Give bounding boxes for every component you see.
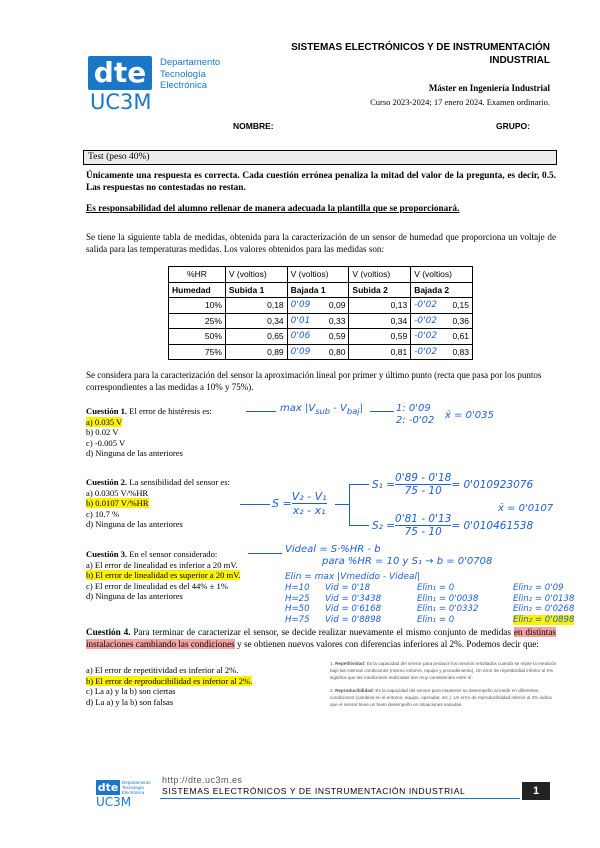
branch-line xyxy=(349,484,369,485)
title-line: INDUSTRIAL xyxy=(489,55,550,66)
cell-value xyxy=(411,329,473,345)
table-row xyxy=(169,313,473,329)
cell-value: 0,18 xyxy=(225,298,287,314)
fraction xyxy=(292,490,327,517)
cell-text: 0,61 xyxy=(452,331,469,342)
logo-uc3m: UC3M xyxy=(96,795,132,809)
cell-hr: 25% xyxy=(169,313,226,329)
dept-mini xyxy=(122,780,151,795)
table-header: Subida 1 xyxy=(225,282,287,298)
numerator: V₂ - V₁ xyxy=(291,490,327,503)
test-bar: Test (peso 40%) xyxy=(83,150,557,165)
cell-value xyxy=(287,344,349,360)
note-line: 2: -0'02 xyxy=(396,415,435,426)
cell-value: 0,81 xyxy=(349,344,411,360)
dept-line: Departamento xyxy=(122,780,151,785)
sensitivity-formula xyxy=(272,490,327,517)
note-term: Repetitividad: xyxy=(335,661,366,666)
diff-note: -0'02 xyxy=(414,315,438,326)
arrow-line xyxy=(240,504,270,505)
numerator: 0'81 - 0'13 xyxy=(395,513,452,525)
question-3 xyxy=(86,549,286,602)
note-part: | xyxy=(359,403,363,414)
formula-part: S₁ = xyxy=(372,478,396,491)
note-text: Es la capacidad del sensor para mantener su desempeño al medir en diferentes condiciones (cambios en el entorno, equipo, operador, etc.). Un error de reproducibilidad inferior al 2% indica que el sensor tiene un buen desempeño en situaciones variadas. xyxy=(330,688,552,707)
cell-value xyxy=(411,298,473,314)
table-header: Bajada 1 xyxy=(287,282,349,298)
question-stem xyxy=(86,477,276,488)
footer-rule xyxy=(160,798,520,799)
cell-value: 0,34 xyxy=(225,313,287,329)
side-notes xyxy=(330,660,558,708)
s1-calc xyxy=(372,472,533,497)
question-4 xyxy=(86,627,556,650)
note-part: baj xyxy=(346,406,360,416)
question-number: Cuestión 2. xyxy=(86,477,128,487)
branch-line xyxy=(335,504,349,505)
option-b[interactable] xyxy=(86,676,296,687)
question-1 xyxy=(86,406,276,459)
formula-part: S = xyxy=(272,497,292,510)
option-c[interactable]: c) El error de linealidad es del 44% ± 1% xyxy=(86,580,228,591)
cell-text: 0,36 xyxy=(452,315,469,326)
b-calc: para %HR = 10 y S₁ → b = 0'0708 xyxy=(322,556,493,567)
option-a[interactable] xyxy=(86,417,276,428)
option-d[interactable]: d) La a) y la b) son falsas xyxy=(86,696,174,707)
cell-text: 0,83 xyxy=(452,346,469,357)
hysteresis-values xyxy=(396,403,434,427)
arrow-line xyxy=(246,411,276,412)
note-term: Reproducibilidad: xyxy=(335,688,375,693)
option-c[interactable]: c) -0.005 V xyxy=(86,437,126,448)
s2-calc xyxy=(372,513,533,538)
table-header: Subida 2 xyxy=(349,282,411,298)
header-logo xyxy=(88,56,156,114)
fraction xyxy=(395,513,451,538)
option-b[interactable]: b) 0.02 V xyxy=(86,427,119,437)
videal-formula: Videal = S·%HR - b xyxy=(285,544,381,555)
formula-result: = 0'010461538 xyxy=(451,519,534,532)
cell-value: 0,59 xyxy=(349,329,411,345)
diff-note: -0'02 xyxy=(414,331,438,342)
note-text: Es la capacidad del sensor para producir los mismos resultados cuando se repite la medición bajo las mismas condiciones (mismo entorno, equipo y procedimiento). Un error de repetitividad inferior al 2% significa que las mediciones realizadas son muy consistentes entre sí. xyxy=(330,661,557,680)
side-note: 2. Reproducibilidad: Es la capacidad del sensor para mantener su desempeño al medir en diferentes condiciones (cambios en el entorno, equipo, operador, etc.). Un error de reproducibilidad inferior al 2% indica que el sensor tiene un buen desempeño en situaciones variadas. xyxy=(330,688,552,707)
elin-h: H=10 xyxy=(285,583,310,593)
logo-uc3m: UC3M xyxy=(90,90,152,114)
option-text: a) 0.035 V xyxy=(86,416,123,427)
option-text: b) El error de linealidad es superior a 20 mV. xyxy=(86,570,241,580)
table-header-row xyxy=(169,267,473,283)
option-c[interactable]: c) La a) y la b) son ciertas xyxy=(86,686,176,696)
option-a[interactable]: a) 0.0305 V/%HR xyxy=(86,487,149,498)
note-part: max |V xyxy=(280,403,316,414)
arrow-line xyxy=(370,411,394,412)
cell-value xyxy=(411,344,473,360)
hysteresis-note xyxy=(280,403,363,416)
measurements-table xyxy=(168,266,473,360)
branch-line xyxy=(349,484,350,525)
group-label: GRUPO: xyxy=(496,121,530,131)
note-line: 1: 0'09 xyxy=(396,403,431,414)
elin-row xyxy=(285,604,574,615)
option-d[interactable]: d) Ninguna de las anteriores xyxy=(86,591,183,601)
logo-mark: dte xyxy=(97,781,119,794)
diff-note: -0'02 xyxy=(414,346,438,357)
cell-hr: 50% xyxy=(169,329,226,345)
elin-v: Vid = 0'3438 xyxy=(325,593,382,604)
table-header: V (voltios) xyxy=(411,267,473,283)
option-b[interactable] xyxy=(86,570,286,581)
cell-hr: 75% xyxy=(169,344,226,360)
cell-text: 0,15 xyxy=(452,300,469,311)
question-text: y se obtienen nuevos valores con diferencias inferiores al 2%. Podemos decir que: xyxy=(234,638,539,649)
table-header: %HR xyxy=(169,267,226,283)
question-number: Cuestión 3. xyxy=(86,549,128,559)
question-text: Para terminar de caracterizar el sensor, se decide realizar nuevamente el mismo conjunto de medidas xyxy=(130,627,514,637)
diff-note: 0'09 xyxy=(290,346,311,357)
table-header: Bajada 2 xyxy=(411,282,473,298)
elin-e1: Elin₁ = 0 xyxy=(417,583,455,593)
elin-e2: Elin₂ = 0'09 xyxy=(513,583,564,593)
footer-logo xyxy=(96,780,156,820)
elin-e2: Elin₂ = 0'0138 xyxy=(513,593,575,604)
question-highlight: en distintas instalaciones cambiando las condiciones xyxy=(86,627,556,649)
cell-text: 0,59 xyxy=(328,331,346,342)
name-label: NOMBRE: xyxy=(233,121,274,131)
footer-url[interactable]: http://dte.uc3m.es xyxy=(162,775,243,785)
fraction xyxy=(395,472,451,497)
denominator: 75 - 10 xyxy=(404,526,442,538)
note-part: sub xyxy=(315,406,331,416)
formula-result: = 0'010923076 xyxy=(451,478,534,491)
dept-line: Electrónica xyxy=(160,80,207,91)
cell-value xyxy=(287,298,349,314)
elin-row xyxy=(285,583,574,594)
cell-hr: 10% xyxy=(169,298,226,314)
note-part: - V xyxy=(330,403,347,414)
dept-line: Departamento xyxy=(160,57,221,68)
table-header: Humedad xyxy=(169,282,226,298)
dept-line: Electrónica xyxy=(122,790,145,795)
table-header-row xyxy=(169,282,473,298)
cell-value: 0,34 xyxy=(349,313,411,329)
option-text: b) 0.0107 V/%HR xyxy=(86,498,149,508)
table-row xyxy=(169,298,473,314)
elin-e2: Elin₂ = 0'0268 xyxy=(513,604,575,614)
title-line: SISTEMAS ELECTRÓNICOS Y DE INSTRUMENTACIÓN xyxy=(291,42,550,53)
diff-note: 0'09 xyxy=(290,300,311,311)
elin-h: H=25 xyxy=(285,593,310,604)
table-header: V (voltios) xyxy=(349,267,411,283)
cell-value: 0,65 xyxy=(225,329,287,345)
page-number: 1 xyxy=(522,782,550,800)
hysteresis-avg: x̄ = 0'035 xyxy=(445,410,494,421)
cell-value xyxy=(287,313,349,329)
table-header: V (voltios) xyxy=(287,267,349,283)
master-title: Máster en Ingeniería Industrial xyxy=(428,83,550,93)
elin-e1: Elin₁ = 0'0332 xyxy=(417,604,479,614)
elin-e2: Elin₂ = 0'0898 xyxy=(513,614,575,625)
side-note: 1. Repetitividad: Es la capacidad del sensor para producir los mismos resultados cuando se repite la medición bajo las mismas condiciones (mismo entorno, equipo y procedimiento). Un error de repetitividad inferior al 2% significa que las mediciones realizadas son muy consistentes entre sí. xyxy=(330,661,557,680)
sensitivity-avg: x̄ = 0'0107 xyxy=(498,503,554,514)
cell-text: 0,80 xyxy=(328,346,346,357)
cell-value: 0,89 xyxy=(225,344,287,360)
numerator: 0'89 - 0'18 xyxy=(395,472,452,484)
dept-name xyxy=(160,57,220,92)
question-stem xyxy=(86,549,286,560)
denominator: x₂ - x₁ xyxy=(292,504,326,517)
table-row xyxy=(169,329,473,345)
option-a[interactable]: a) El error de linealidad es inferior a 20 mV. xyxy=(86,559,238,570)
footer-title: SISTEMAS ELECTRÓNICOS Y DE INSTRUMENTACIÓN INDUSTRIAL xyxy=(162,786,466,796)
option-d[interactable]: d) Ninguna de las anteriores xyxy=(86,448,183,458)
arrow-line xyxy=(248,553,282,554)
elin-v: Vid = 0'18 xyxy=(325,583,371,593)
approx-intro: Se considera para la caracterización del sensor la aproximación lineal por primer y último punto (recta que pasa por los puntos correspondientes a las medidas a 10% y 75%). xyxy=(86,370,542,392)
elin-row xyxy=(285,615,574,626)
question-text: El error de histéresis es: xyxy=(127,406,212,416)
cell-text: 0,09 xyxy=(328,300,346,311)
option-a[interactable]: a) El error de repetitividad es inferior al 2%. xyxy=(86,665,239,675)
question-number: Cuestión 4. xyxy=(86,627,131,637)
table-row xyxy=(169,344,473,360)
question-text: La sensibilidad del sensor es: xyxy=(127,477,230,487)
diff-note: -0'02 xyxy=(414,300,438,311)
dept-line: Tecnología xyxy=(122,785,144,790)
option-c[interactable]: c) 10.7 % xyxy=(86,508,120,519)
question-number: Cuestión 1. xyxy=(86,406,128,416)
elin-formula: Elin = max |Vmedido - Videal| xyxy=(285,572,420,582)
instructions-note: Es responsabilidad del alumno rellenar de manera adecuada la plantilla que se proporcionará. xyxy=(86,204,460,214)
elin-h: H=50 xyxy=(285,604,310,614)
cell-value xyxy=(287,329,349,345)
cell-value xyxy=(411,313,473,329)
question-text: En el sensor considerado: xyxy=(127,549,218,559)
dept-line: Tecnología xyxy=(160,68,206,80)
table-intro: Se tiene la siguiente tabla de medidas, obtenida para la caracterización de un sensor de humedad que proporciona un voltaje de salida para las temperaturas medidas. Los valores obtenidos para las medidas son: xyxy=(86,232,556,254)
formula-part: S₂ = xyxy=(372,519,396,532)
diff-note: 0'01 xyxy=(290,315,311,326)
cell-text: 0,33 xyxy=(328,315,346,326)
course-line: Curso 2023-2024; 17 enero 2024. Examen ordinario. xyxy=(370,97,550,107)
denominator: 75 - 10 xyxy=(404,485,442,497)
elin-h: H=75 xyxy=(285,614,310,625)
table-header: V (voltios) xyxy=(225,267,287,283)
elin-e1: Elin₁ = 0 xyxy=(417,614,455,625)
diff-note: 0'06 xyxy=(290,331,311,342)
instructions: Únicamente una respuesta es correcta. Cada cuestión errónea penaliza la mitad del valor de la pregunta, es decir, 0.5. Las respuestas no contestadas no restan. xyxy=(86,171,556,193)
page-title xyxy=(291,41,550,67)
question-4-options xyxy=(86,665,296,707)
branch-line xyxy=(349,525,369,526)
elin-v: Vid = 0'8898 xyxy=(325,614,382,625)
option-d[interactable]: d) Ninguna de las anteriores xyxy=(86,519,183,529)
elin-e1: Elin₁ = 0'0038 xyxy=(417,593,479,604)
option-text: b) El error de reproducibilidad es inferior al 2%. xyxy=(86,675,253,686)
elin-table xyxy=(285,583,574,625)
cell-value: 0,13 xyxy=(349,298,411,314)
logo-mark: dte xyxy=(88,56,152,90)
elin-v: Vid = 0'6168 xyxy=(325,604,382,614)
elin-row xyxy=(285,594,574,605)
